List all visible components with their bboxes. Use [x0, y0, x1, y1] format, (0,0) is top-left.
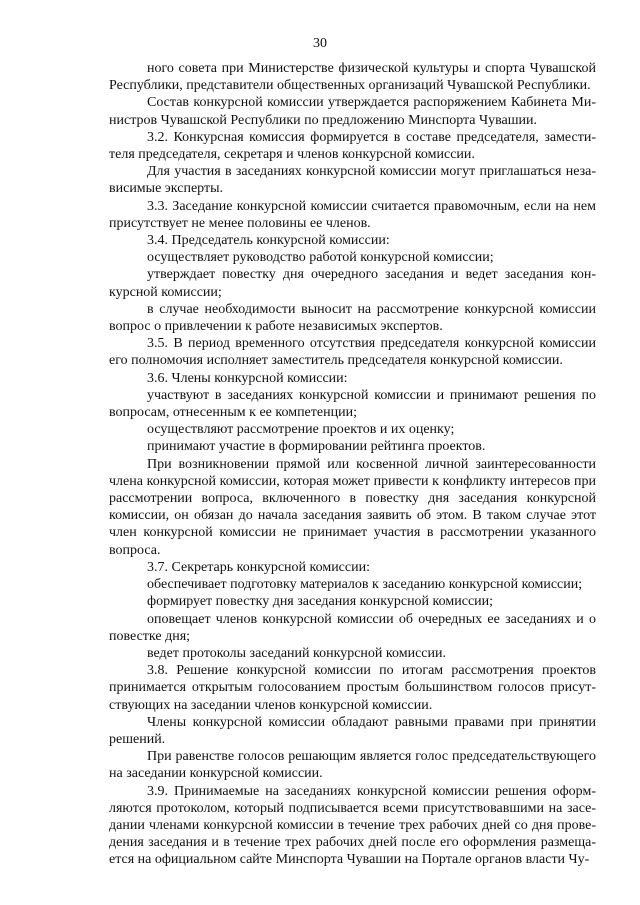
- paragraph-commission-composition: Состав конкурсной комиссии утверждается распоряжением Кабинета Министров Чувашской Республики по предложению Минспорта Чувашии.: [109, 95, 596, 128]
- paragraph-3-2: 3.2. Конкурсная комиссия формируется в составе председателя, заместителя председателя, секретаря и членов конкурсной комиссии.: [109, 129, 596, 163]
- paragraph-3-9: 3.9. Принимаемые на заседаниях конкурсной комиссии решения оформляются протоколом, который подписывается всеми присутствовавшими на заседании членами конкурсной комиссии в течение трех рабочих дней со дня проведения заседания и в течение трех рабочих дней после его оформления размещается на официальном сайте Минспорта Чувашии на Портале органов власти Чу-: [109, 783, 596, 868]
- list-item-secretary-minutes: ведет протоколы заседаний конкурсной комиссии.: [147, 645, 446, 661]
- list-item-members-participate: участвуют в заседаниях конкурсной комиссии и принимают решения по вопросам, отнесенным к ее компетенции;: [109, 387, 596, 421]
- paragraph-3-4: 3.4. Председатель конкурсной комиссии:: [147, 233, 390, 249]
- list-item-secretary-notify: оповещает членов конкурсной комиссии об очередных ее заседаниях и о повестке дня;: [109, 611, 596, 644]
- list-item-chair-agenda: утверждает повестку дня очередного заседания и ведет заседания конкурсной комиссии;: [109, 267, 596, 300]
- paragraph-3-7: 3.7. Секретарь конкурсной комиссии:: [147, 559, 370, 575]
- paragraph-tie-vote: При равенстве голосов решающим является голос председательствующего на заседании конкурсной комиссии.: [109, 749, 596, 782]
- paragraph-conflict-of-interest: При возникновении прямой или косвенной личной заинтересованности члена конкурсной комиссии, которая может привести к конфликту интересов при рассмотрении вопроса, включенного в повестку дня заседания конкурсной комиссии, он обязан до начала заседания заявить об этом. В таком случае этот член конкурсной комиссии не принимает участия в рассмотрении указанного вопроса.: [109, 456, 596, 558]
- list-item-secretary-materials: обеспечивает подготовку материалов к заседанию конкурсной комиссии;: [147, 577, 583, 593]
- paragraph-3-3: 3.3. Заседание конкурсной комиссии считается правомочным, если на нем присутствует не менее половины ее членов.: [109, 198, 596, 231]
- paragraph-3-6: 3.6. Члены конкурсной комиссии:: [147, 370, 348, 386]
- list-item-chair-experts: в случае необходимости выносит на рассмотрение конкурсной комиссии вопрос о привлечении к работе независимых экспертов.: [109, 301, 596, 335]
- page-number: 30: [313, 36, 327, 51]
- paragraph-commission-members-continued: ного совета при Министерстве физической культуры и спорта Чувашской Республики, представители общественных организаций Чувашской Республики.: [109, 61, 596, 94]
- list-item-chair-leads: осуществляет руководство работой конкурсной комиссии;: [147, 250, 494, 266]
- paragraph-3-8: 3.8. Решение конкурсной комиссии по итогам рассмотрения проектов принимается открытым голосованием простым большинством голосов присутствующих на заседании членов конкурсной комиссии.: [109, 663, 596, 713]
- paragraph-3-5: 3.5. В период временного отсутствия председателя конкурсной комиссии его полномочия исполняет заместитель председателя конкурсной комиссии.: [109, 336, 596, 369]
- list-item-secretary-agenda: формирует повестку дня заседания конкурсной комиссии;: [147, 594, 494, 610]
- list-item-members-rating: принимают участие в формировании рейтинга проектов.: [147, 439, 486, 455]
- paragraph-equal-rights: Члены конкурсной комиссии обладают равными правами при принятии решений.: [109, 714, 596, 747]
- document-body: [109, 60, 596, 869]
- paragraph-independent-experts: Для участия в заседаниях конкурсной комиссии могут приглашаться независимые эксперты.: [109, 164, 596, 197]
- list-item-members-review: осуществляют рассмотрение проектов и их оценку;: [147, 422, 455, 438]
